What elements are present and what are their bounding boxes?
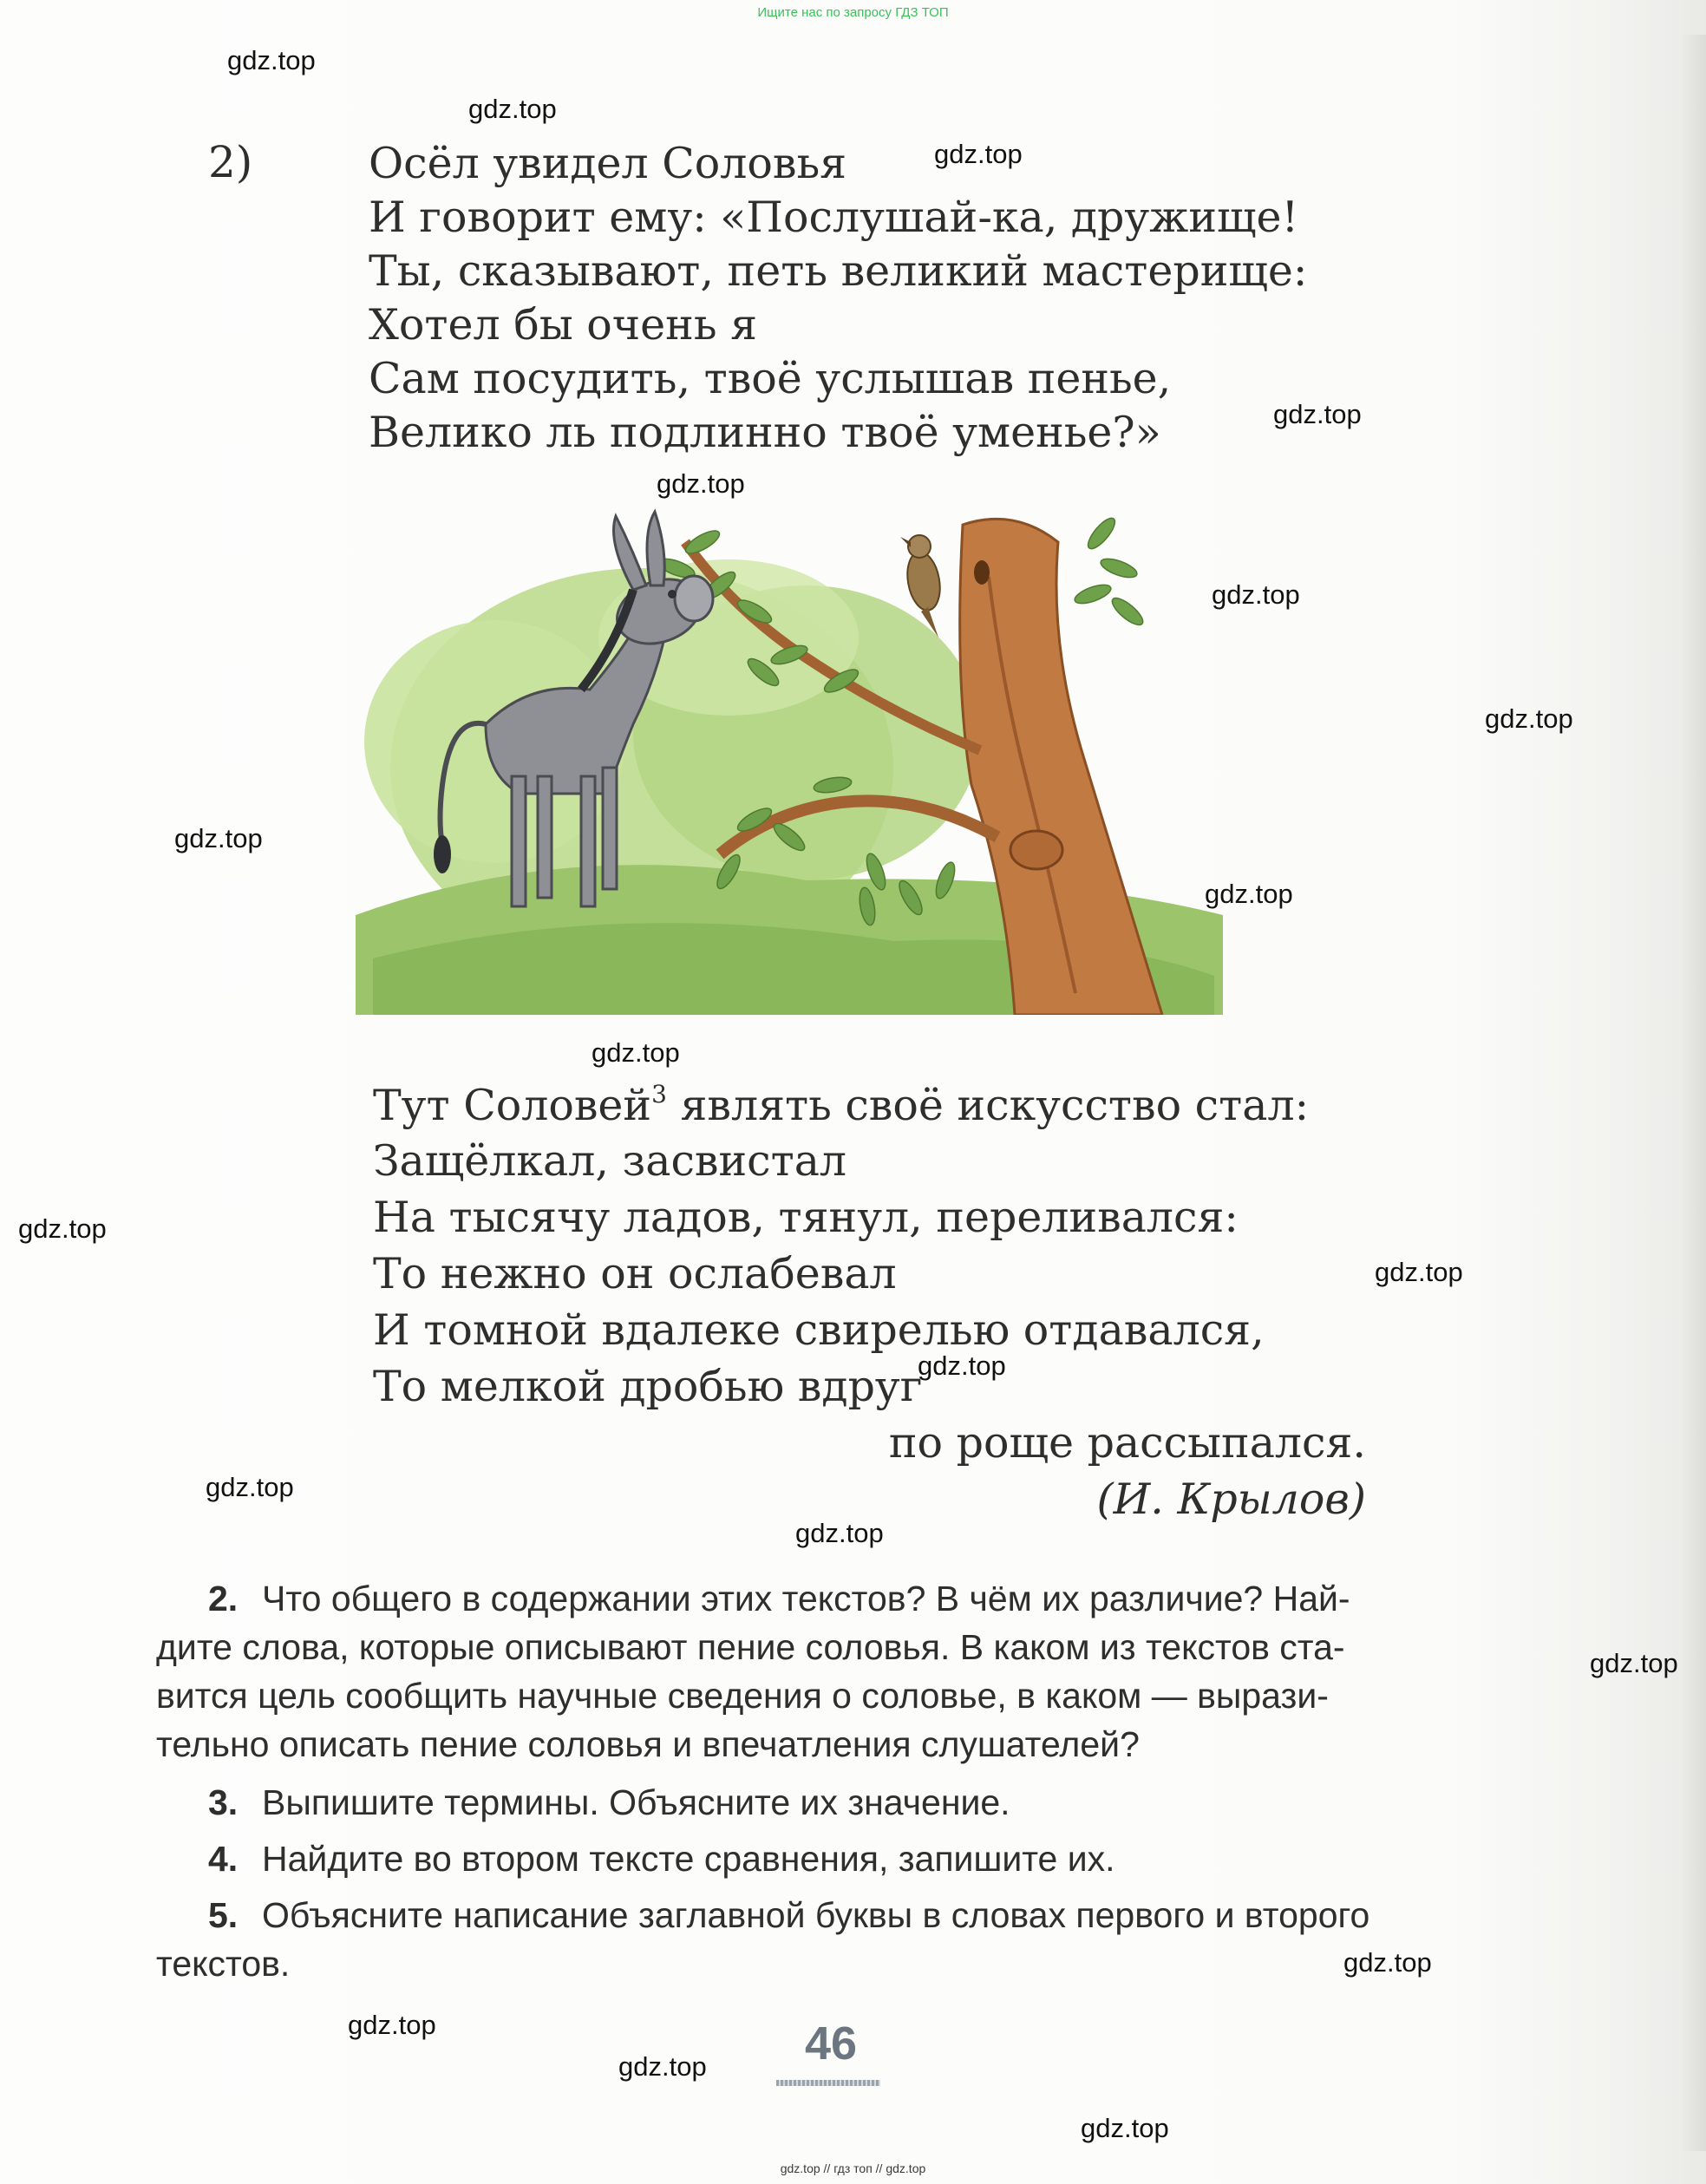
donkey-nightingale-illustration: [356, 507, 1223, 1015]
page-number: 46: [805, 2017, 858, 2070]
task-number: 4.: [208, 1839, 239, 1879]
watermark: gdz.top: [592, 1037, 680, 1068]
watermark: gdz.top: [1212, 579, 1300, 610]
branch-knot: [1010, 831, 1062, 869]
tree-hollow: [974, 560, 990, 585]
poem-number: 2): [208, 137, 253, 187]
watermark: gdz.top: [1485, 703, 1573, 734]
watermark: gdz.top: [1205, 879, 1293, 909]
watermark: gdz.top: [1590, 1648, 1678, 1678]
task-text: Объясните написание заглавной буквы в словах первого и второго: [262, 1895, 1370, 1935]
task-number: 3.: [208, 1782, 239, 1822]
task-number: 5.: [208, 1895, 239, 1935]
task-text: Что общего в содержании этих текстов? В чём их различие? Най-: [262, 1579, 1350, 1618]
task-5: [156, 1891, 1500, 1988]
poem-author: (И. Крылов): [1096, 1475, 1366, 1524]
task-text: вится цель сообщить научные сведения о соловье, в каком — вырази-: [156, 1676, 1329, 1716]
watermark: gdz.top: [618, 2051, 707, 2082]
watermark: gdz.top: [1343, 1947, 1432, 1978]
task-text: текстов.: [156, 1944, 291, 1984]
watermark: gdz.top: [468, 94, 557, 124]
task-number: 2.: [208, 1579, 239, 1618]
task-4: [156, 1834, 1500, 1883]
watermark: gdz.top: [1273, 399, 1362, 429]
watermark: gdz.top: [934, 139, 1023, 169]
poem1-line: Велико ль подлинно твоё уменье?»: [369, 408, 1161, 457]
watermark: gdz.top: [918, 1350, 1006, 1381]
poem2-line: Защёлкал, засвистал: [373, 1136, 847, 1186]
task-text: дите слова, которые описывают пение соловья. В каком из текстов ста-: [156, 1627, 1345, 1667]
watermark: gdz.top: [174, 823, 263, 853]
watermark: gdz.top: [227, 45, 316, 75]
watermark: gdz.top: [1081, 2113, 1169, 2143]
watermark: gdz.top: [348, 2010, 436, 2040]
watermark: gdz.top: [1375, 1257, 1463, 1287]
task-2-line: [156, 1574, 1500, 1623]
watermark: gdz.top: [206, 1472, 294, 1502]
poem2-line-part: Тут Соловей: [373, 1081, 652, 1130]
task-3: [156, 1778, 1500, 1827]
poem1-line: Сам посудить, твоё услышав пенье,: [369, 354, 1172, 403]
task-5-line: [156, 1891, 1500, 1939]
top-banner[interactable]: Ищите нас по запросу ГДЗ ТОП: [757, 5, 949, 20]
poem2-line: [373, 1080, 1309, 1130]
poem2-line: И томной вдалеке свирелью отдавался,: [373, 1305, 1265, 1355]
task-2: [156, 1574, 1500, 1769]
bottom-banner[interactable]: gdz.top // гдз топ // gdz.top: [780, 2161, 926, 2175]
watermark: gdz.top: [657, 468, 745, 499]
footnote-mark: 3: [651, 1080, 667, 1108]
poem2-last-line: по роще рассыпался.: [888, 1418, 1366, 1468]
poem1-line: И говорит ему: «Послушай-ка, дружище!: [369, 193, 1299, 242]
poem2-line: На тысячу ладов, тянул, переливался:: [373, 1193, 1239, 1242]
task-text: Выпишите термины. Объясните их значение.: [262, 1782, 1010, 1822]
poem2-line: То нежно он ослабевал: [373, 1249, 897, 1298]
watermark: gdz.top: [795, 1518, 884, 1548]
page-edge-shadow: [1680, 35, 1706, 2151]
task-text: тельно описать пение соловья и впечатления слушателей?: [156, 1724, 1140, 1764]
task-text: Найдите во втором тексте сравнения, запишите их.: [262, 1839, 1115, 1879]
page-number-underline: [776, 2080, 880, 2086]
watermark: gdz.top: [18, 1213, 107, 1244]
poem2-line-part: являть своё искусство стал:: [666, 1081, 1310, 1130]
poem1-line: Хотел бы очень я: [369, 300, 757, 350]
poem2-line: То мелкой дробью вдруг: [373, 1362, 923, 1411]
poem1-line: Ты, сказывают, петь великий мастерище:: [369, 246, 1308, 296]
poem1-line: Осёл увидел Соловья: [369, 139, 847, 188]
